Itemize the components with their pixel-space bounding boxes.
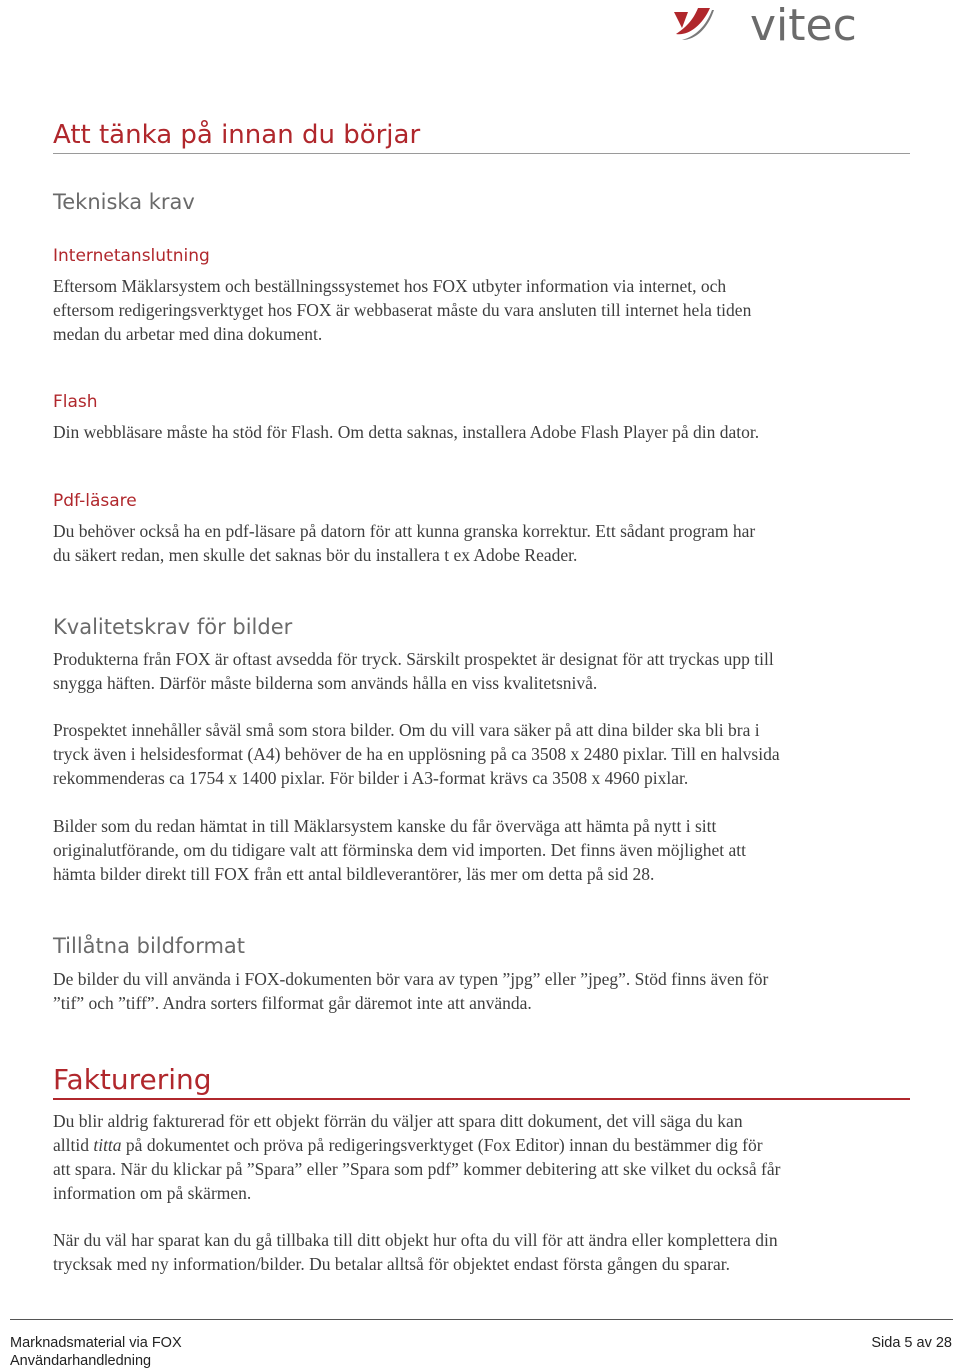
footer-doc-subtitle: Användarhandledning [10, 1353, 152, 1369]
footer-divider [10, 1319, 953, 1320]
text-line: originalutförande, om du tidigare valt att förminska dem vid importen. Det finns även möjlighet att [53, 840, 747, 860]
flash-paragraph [53, 420, 759, 444]
text-line: Produkterna från FOX är oftast avsedda för tryck. Särskilt prospektet är designat för att tryckas upp till [53, 649, 774, 669]
kvalitet-paragraph-1 [53, 647, 774, 695]
text-line: Bilder som du redan hämtat in till Mäklarsystem kanske du får överväga att hämta på nytt i sitt [53, 816, 717, 836]
pdf-paragraph [53, 519, 755, 567]
text-line: rekommenderas ca 1754 x 1400 pixlar. För bilder i A3-format krävs ca 3508 x 4960 pixlar. [53, 768, 689, 788]
text-line: information om på skärmen. [53, 1183, 252, 1203]
kvalitet-paragraph-2 [53, 718, 780, 790]
text-line: du säkert redan, men skulle det saknas bör du installera t ex Adobe Reader. [53, 545, 578, 565]
kvalitet-paragraph-3 [53, 814, 746, 886]
subheading-pdf-lasare: Pdf-läsare [53, 491, 137, 511]
text-line: snygga häften. Därför måste bilderna som används hålla en viss kvalitetsnivå. [53, 673, 598, 693]
text-line: Du blir aldrig fakturerad för ett objekt förrän du väljer att spara ditt dokument, det vill säga du kan [53, 1111, 743, 1131]
footer-page-number: Sida 5 av 28 [871, 1335, 952, 1351]
subheading-internetanslutning: Internetanslutning [53, 246, 210, 266]
text-line: trycksak med ny information/bilder. Du betalar alltså för objektet endast första gången du sparar. [53, 1254, 730, 1274]
page-title: Att tänka på innan du börjar [53, 120, 421, 150]
text-line: ”tif” och ”tiff”. Andra sorters filformat går däremot inte att använda. [53, 993, 532, 1013]
text-line: När du väl har sparat kan du gå tillbaka till ditt objekt hur ofta du vill för att ändra eller komplettera din [53, 1230, 778, 1250]
format-paragraph [53, 967, 768, 1015]
subheading-flash: Flash [53, 392, 98, 412]
faktura-paragraph-1 [53, 1109, 780, 1205]
section-heading-kvalitetskrav: Kvalitetskrav för bilder [53, 615, 293, 639]
text-line: att spara. När du klickar på ”Spara” eller ”Spara som pdf” kommer debitering att ske vilket du också får [53, 1159, 781, 1179]
footer-doc-title: Marknadsmaterial via FOX [10, 1335, 182, 1351]
text-line: Din webbläsare måste ha stöd för Flash. Om detta saknas, installera Adobe Flash Player på din dator. [53, 422, 760, 442]
emphasis-text: titta [93, 1135, 122, 1155]
vitec-mark-icon [674, 8, 714, 40]
text-line [53, 1133, 780, 1157]
text-line: Prospektet innehåller såväl små som stora bilder. Om du vill vara säker på att dina bilder ska bli bra i [53, 720, 760, 740]
text-line: medan du arbetar med dina dokument. [53, 324, 323, 344]
text-line: De bilder du vill använda i FOX-dokumenten bör vara av typen ”jpg” eller ”jpeg”. Stöd finns även för [53, 969, 769, 989]
text-line: tryck även i helsidesformat (A4) behöver de ha en upplösning på ca 3508 x 2480 pixlar. Till en halvsida [53, 744, 780, 764]
text-line: eftersom redigeringsverktyget hos FOX är webbaserat måste du vara ansluten till internet hela tiden [53, 300, 752, 320]
vitec-wordmark: vitec [750, 4, 857, 44]
text-line: hämta bilder direkt till FOX från ett antal bildleverantörer, läs mer om detta på sid 28. [53, 864, 655, 884]
fakturering-divider [53, 1098, 910, 1100]
title-divider [53, 153, 910, 154]
section-heading-fakturering: Fakturering [53, 1063, 212, 1096]
faktura-paragraph-2 [53, 1228, 778, 1276]
text-line: Du behöver också ha en pdf-läsare på datorn för att kunna granska korrektur. Ett sådant program har [53, 521, 756, 541]
internet-paragraph [53, 274, 751, 346]
text-span: alltid [53, 1135, 94, 1155]
text-line: Eftersom Mäklarsystem och beställningssystemet hos FOX utbyter information via internet, och [53, 276, 727, 296]
section-heading-tekniska-krav: Tekniska krav [53, 190, 195, 214]
vitec-logo [668, 4, 930, 44]
text-span: på dokumentet och pröva på redigeringsverktyget (Fox Editor) innan du bestämmer dig för [121, 1135, 763, 1155]
section-heading-tillatna-bildformat: Tillåtna bildformat [53, 934, 246, 958]
